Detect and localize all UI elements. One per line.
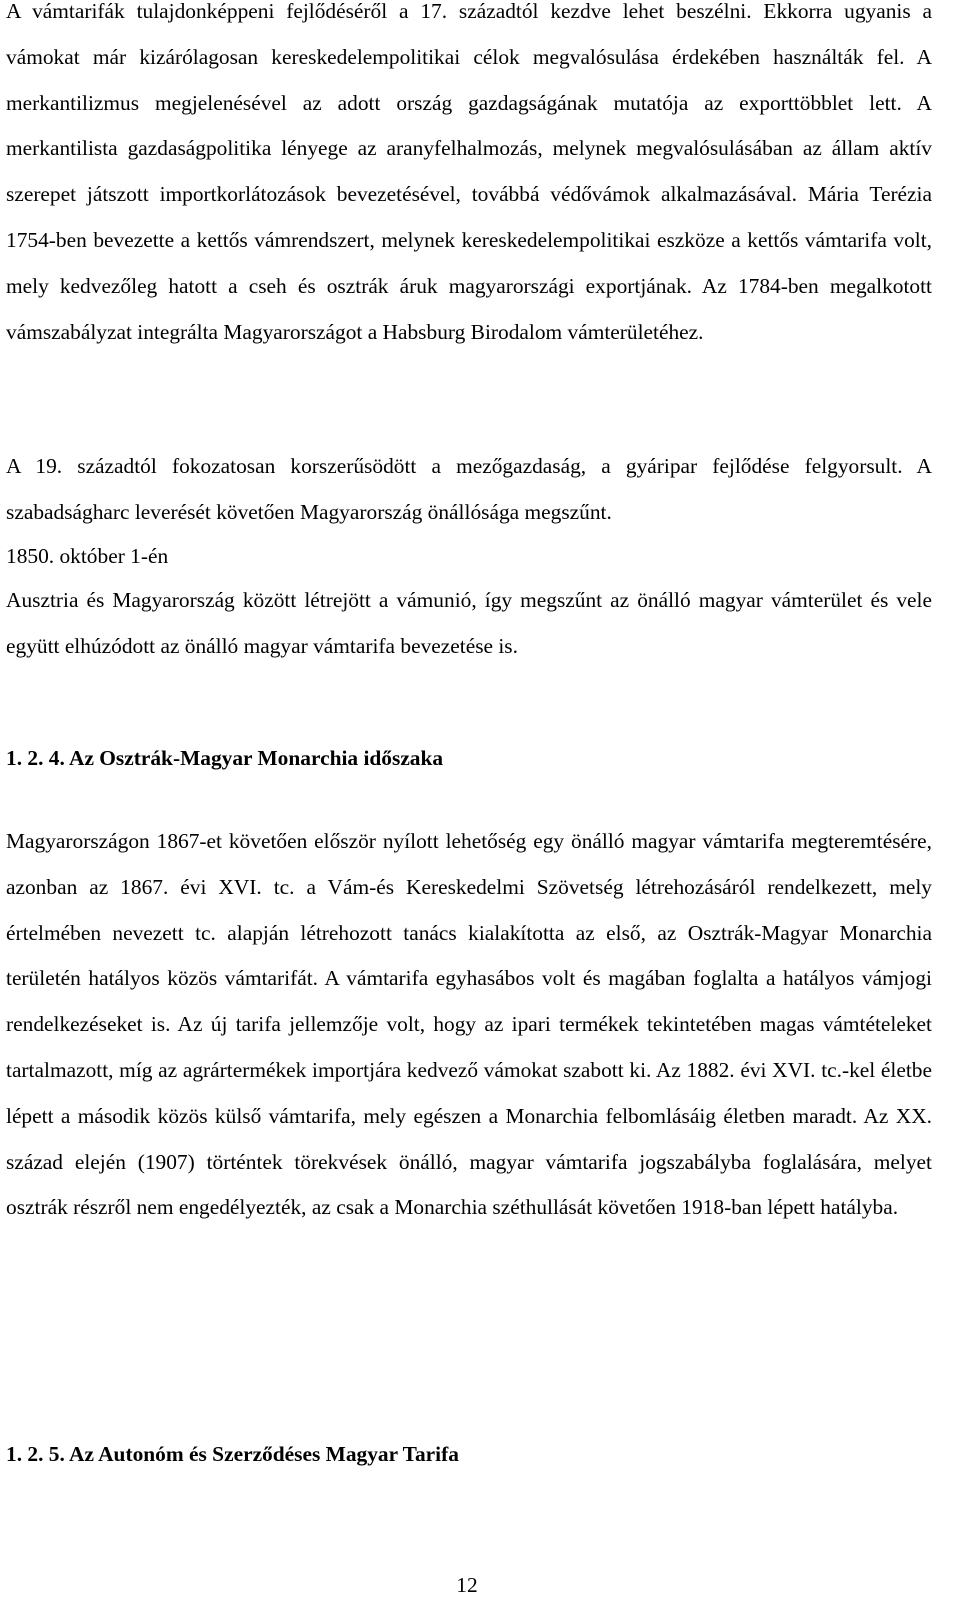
section-heading-monarchy: 1. 2. 4. Az Osztrák-Magyar Monarchia időszaka bbox=[6, 746, 444, 770]
paragraph-date-1850: 1850. október 1-én bbox=[6, 544, 169, 568]
page-number: 12 bbox=[456, 1573, 478, 1597]
paragraph-monarchy-tariff: Magyarországon 1867-et követően először nyílott lehetőség egy önálló magyar vámtarifa megteremtésére, azonban az 1867. évi XVI. tc. a Vám-és Kereskedelmi Szövetség létrehozásáról rendelkezett, mely értelmében nevezett tc. alapján létrehozott tanács kialakította az első, az Osztrák-Magyar Monarchia területén hatályos közös vámtarifát. A vámtarifa egyhasábos volt és magában foglalta a hatályos vámjogi rendelkezéseket is. Az új tarifa jellemzője volt, hogy az ipari termékek tekintetében magas vámtételeket tartalmazott, míg az agrártermékek importjára kedvező vámokat szabott ki. Az 1882. évi XVI. tc.-kel életbe lépett a második közös külső vámtarifa, mely egészen a Monarchia felbomlásáig életben maradt. Az XX. század elején (1907) történtek törekvések önálló, magyar vámtarifa jogszabályba foglalására, melyet osztrák részről nem engedélyezték, az csak a Monarchia széthullását követően 1918-ban lépett hatályba. bbox=[6, 829, 932, 1220]
paragraph-tariff-history: A vámtarifák tulajdonképpeni fejlődéséről a 17. századtól kezdve lehet beszélni. Ekkorra ugyanis a vámokat már kizárólagosan kereskedelempolitikai célok megvalósulása érdekében használták fel. A merkantilizmus megjelenésével az adott ország gazdagságának mutatója az exporttöbblet lett. A merkantilista gazdaságpolitika lényege az aranyfelhalmozás, melynek megvalósulásában az állam aktív szerepet játszott importkorlátozások bevezetésével, továbbá védővámok alkalmazásával. Mária Terézia 1754-ben bevezette a kettős vámrendszert, melynek kereskedelempolitikai eszköze a kettős vámtarifa volt, mely kedvezőleg hatott a cseh és osztrák áruk magyarországi exportjának. Az 1784-ben megalkotott vámszabályzat integrálta Magyarországot a Habsburg Birodalom vámterületéhez. bbox=[6, 0, 932, 344]
paragraph-customs-union: Ausztria és Magyarország között létrejött a vámunió, így megszűnt az önálló magyar vámterület és vele együtt elhúzódott az önálló magyar vámtarifa bevezetése is. bbox=[6, 588, 932, 658]
section-heading-autonomous-tariff: 1. 2. 5. Az Autonóm és Szerződéses Magyar Tarifa bbox=[6, 1442, 459, 1466]
paragraph-19th-century: A 19. századtól fokozatosan korszerűsödött a mezőgazdaság, a gyáripar fejlődése felgyorsult. A szabadságharc leverését követően Magyarország önállósága megszűnt. bbox=[6, 454, 932, 524]
